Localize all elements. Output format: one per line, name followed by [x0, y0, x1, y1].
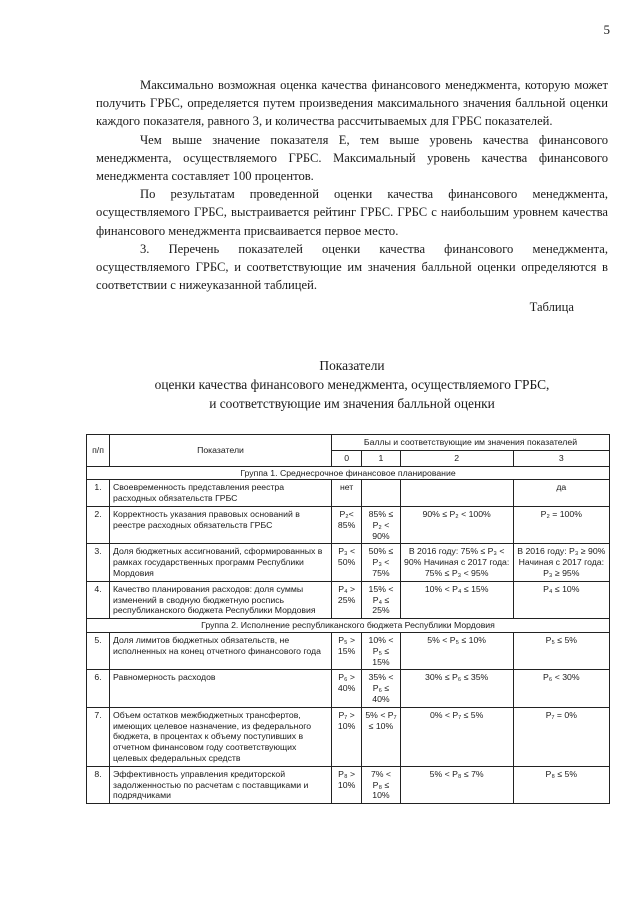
score-0-value: P₃ < 50% — [332, 544, 362, 581]
score-level-0: 0 — [332, 450, 362, 466]
score-3-value: P₄ ≤ 10% — [513, 581, 609, 618]
indicator-name: Доля бюджетных ассигнований, сформированных в рамках государственных программ Республики Мордовия — [110, 544, 332, 581]
group-title: Группа 2. Исполнение республиканского бюджета Республики Мордовия — [87, 619, 610, 633]
score-0-value: P₅ > 15% — [332, 632, 362, 669]
table-header-row — [87, 435, 610, 451]
row-number: 1. — [87, 480, 110, 507]
table-row — [87, 544, 610, 581]
table-heading — [96, 356, 608, 413]
score-3-value: да — [513, 480, 609, 507]
score-1-value: 35% < P₆ ≤ 40% — [362, 670, 400, 707]
table-row — [87, 506, 610, 543]
score-2-value: 5% < P₈ ≤ 7% — [400, 766, 513, 803]
header-scores: Баллы и соответствующие им значения показателей — [332, 435, 610, 451]
group-row — [87, 619, 610, 633]
score-0-value: P₈ > 10% — [332, 766, 362, 803]
row-number: 2. — [87, 506, 110, 543]
group-title: Группа 1. Среднесрочное финансовое планирование — [87, 466, 610, 480]
row-number: 7. — [87, 707, 110, 766]
indicators-table — [86, 434, 610, 804]
indicator-name: Эффективность управления кредиторской задолженностью по расчетам с поставщиками и подрядчиками — [110, 766, 332, 803]
row-number: 6. — [87, 670, 110, 707]
score-0-value: P₄ > 25% — [332, 581, 362, 618]
paragraph-max-score: Максимально возможная оценка качества финансового менеджмента, которую может получить ГРБС, определяется путем произведения максимального значения балльной оценки каждого показателя, равного 3, и количества рассчитываемых для ГРБС показателей. — [96, 78, 608, 129]
score-0-value: нет — [332, 480, 362, 507]
score-level-2: 2 — [400, 450, 513, 466]
table-row — [87, 632, 610, 669]
heading-line-1: Показатели — [319, 358, 385, 373]
row-number: 4. — [87, 581, 110, 618]
header-indicators: Показатели — [110, 435, 332, 467]
score-2-value: 0% < P₇ ≤ 5% — [400, 707, 513, 766]
score-3-value: P₆ < 30% — [513, 670, 609, 707]
group-row — [87, 466, 610, 480]
score-1-value: 7% < P₈ ≤ 10% — [362, 766, 400, 803]
table-row — [87, 480, 610, 507]
score-3-value: P₂ = 100% — [513, 506, 609, 543]
table-row — [87, 581, 610, 618]
indicator-name: Доля лимитов бюджетных обязательств, не исполненных на конец отчетного финансового года — [110, 632, 332, 669]
indicator-name: Равномерность расходов — [110, 670, 332, 707]
heading-line-3: и соответствующие им значения балльной оценки — [209, 396, 495, 411]
score-3-value: P₈ ≤ 5% — [513, 766, 609, 803]
paragraph-rating: По результатам проведенной оценки качества финансового менеджмента, осуществляемого ГРБС, выстраивается рейтинг ГРБС. ГРБС с наибольшим уровнем качества финансового менеджмента присваивается первое место. — [96, 187, 608, 238]
row-number: 8. — [87, 766, 110, 803]
row-number: 3. — [87, 544, 110, 581]
score-2-value: 10% < P₄ ≤ 15% — [400, 581, 513, 618]
score-1-value: 5% < P₇ ≤ 10% — [362, 707, 400, 766]
paragraph-list: 3. Перечень показателей оценки качества финансового менеджмента, осуществляемого ГРБС, и соответствующие им значения балльной оценки определяются в соответствии с нижеуказанной таблицей. — [96, 241, 608, 293]
indicator-name: Объем остатков межбюджетных трансфертов, имеющих целевое назначение, из федерального бюджета, в процентах к объему поступивших в отчетном финансовом году соответствующих целевых федеральных средств — [110, 707, 332, 766]
table-row — [87, 707, 610, 766]
indicator-name: Качество планирования расходов: доля суммы изменений в сводную бюджетную роспись республиканского бюджета Республики Мордовия — [110, 581, 332, 618]
score-3-value: В 2016 году: P₃ ≥ 90% Начиная с 2017 года: P₃ ≥ 95% — [513, 544, 609, 581]
score-1-value: 10% < P₅ ≤ 15% — [362, 632, 400, 669]
score-2-value: 90% ≤ P₂ < 100% — [400, 506, 513, 543]
score-1-value: 15% < P₄ ≤ 25% — [362, 581, 400, 618]
score-1-value: 50% ≤ P₃ < 75% — [362, 544, 400, 581]
score-2-value: В 2016 году: 75% ≤ P₃ < 90% Начиная с 2017 года: 75% ≤ P₃ < 95% — [400, 544, 513, 581]
score-level-3: 3 — [513, 450, 609, 466]
score-3-value: P₇ = 0% — [513, 707, 609, 766]
score-2-value: 30% ≤ P₆ ≤ 35% — [400, 670, 513, 707]
score-3-value: P₅ ≤ 5% — [513, 632, 609, 669]
score-0-value: P₇ > 10% — [332, 707, 362, 766]
paragraph-indicator-e: Чем выше значение показателя E, тем выше уровень качества финансового менеджмента, осуществляемого ГРБС. Максимальный уровень качества финансового менеджмента составляет 100 процентов. — [96, 132, 608, 184]
row-number: 5. — [87, 632, 110, 669]
score-2-value — [400, 480, 513, 507]
body-text — [96, 76, 608, 317]
heading-line-2: оценки качества финансового менеджмента, осуществляемого ГРБС, — [154, 377, 550, 392]
table-caption-label: Таблица — [529, 300, 574, 315]
score-level-1: 1 — [362, 450, 400, 466]
indicator-name: Корректность указания правовых оснований в реестре расходных обязательств ГРБС — [110, 506, 332, 543]
score-1-value — [362, 480, 400, 507]
indicator-name: Своевременность представления реестра расходных обязательств ГРБС — [110, 480, 332, 507]
table-row — [87, 670, 610, 707]
score-0-value: P₂< 85% — [332, 506, 362, 543]
score-1-value: 85% ≤ P₂ < 90% — [362, 506, 400, 543]
table-row — [87, 766, 610, 803]
page-number: 5 — [603, 22, 610, 37]
header-num: п/п — [87, 435, 110, 467]
score-0-value: P₆ > 40% — [332, 670, 362, 707]
score-2-value: 5% < P₅ ≤ 10% — [400, 632, 513, 669]
